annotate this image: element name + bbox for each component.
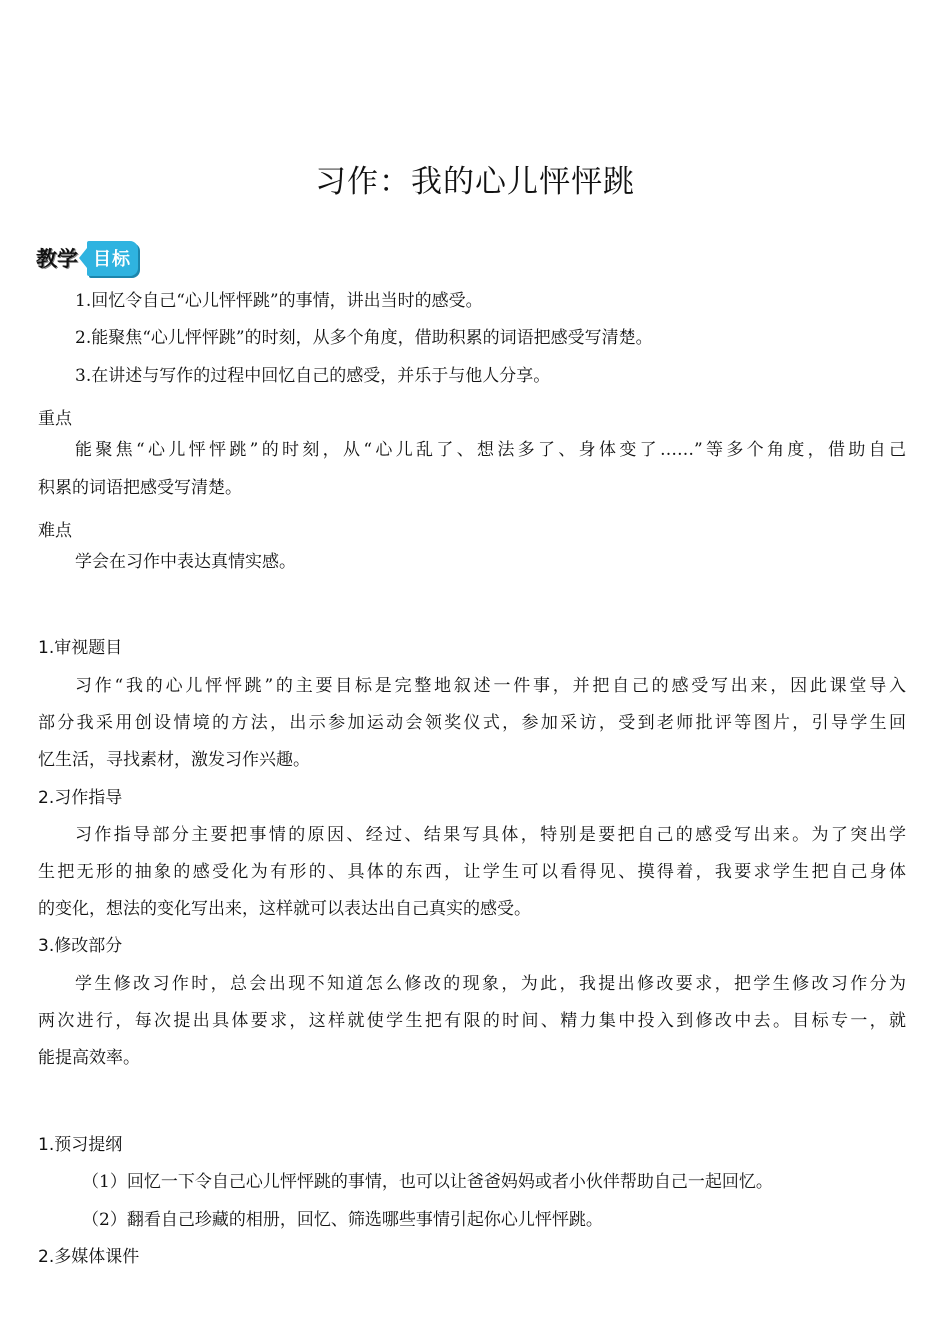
objective-item: 1.回忆令自己“心儿怦怦跳”的事情，讲出当时的感受。	[75, 291, 483, 311]
badge-label-objectives: 目标	[87, 241, 138, 276]
design-heading-review-topic: 1.审视题目	[38, 638, 123, 658]
prep-list-item: （2）翻看自己珍藏的相册，回忆、筛选哪些事情引起你心儿怦怦跳。	[82, 1210, 603, 1230]
teaching-objectives-badge	[36, 240, 138, 276]
badge-arrow-icon	[79, 248, 87, 268]
design-paragraph-line: 学生修改习作时，总会出现不知道怎么修改的现象，为此，我提出修改要求，把学生修改习作分为	[75, 974, 906, 994]
difficulty-text: 学会在习作中表达真情实感。	[75, 552, 296, 572]
design-paragraph-line: 两次进行，每次提出具体要求，这样就使学生把有限的时间、精力集中投入到修改中去。目标专一，就	[38, 1011, 906, 1031]
page-title: 习作：我的心儿怦怦跳	[315, 164, 635, 200]
design-paragraph-line: 部分我采用创设情境的方法，出示参加运动会领奖仪式，参加采访，受到老师批评等图片，引导学生回	[38, 713, 906, 733]
prep-heading-multimedia: 2.多媒体课件	[38, 1247, 140, 1267]
design-heading-revision: 3.修改部分	[38, 936, 123, 956]
design-paragraph-line: 能提高效率。	[38, 1048, 140, 1068]
design-heading-writing-guidance: 2.习作指导	[38, 788, 123, 808]
badge-label-teaching: 教学	[36, 247, 78, 271]
objective-item: 3.在讲述与写作的过程中回忆自己的感受，并乐于与他人分享。	[75, 366, 551, 386]
key-point-text: 能聚焦“心儿怦怦跳”的时刻，从“心儿乱了、想法多了、身体变了……”等多个角度，借助自己	[75, 440, 906, 460]
design-paragraph-line: 的变化，想法的变化写出来，这样就可以表达出自己真实的感受。	[38, 899, 531, 919]
prep-heading-preview-outline: 1.预习提纲	[38, 1135, 123, 1155]
key-point-heading: 重点	[38, 409, 72, 429]
design-paragraph-line: 生把无形的抽象的感受化为有形的、具体的东西，让学生可以看得见、摸得着，我要求学生把自己身体	[38, 862, 906, 882]
key-point-text: 积累的词语把感受写清楚。	[38, 478, 242, 498]
prep-list-item: （1）回忆一下令自己心儿怦怦跳的事情，也可以让爸爸妈妈或者小伙伴帮助自己一起回忆。	[82, 1172, 773, 1192]
objective-item: 2.能聚焦“心儿怦怦跳”的时刻，从多个角度，借助积累的词语把感受写清楚。	[75, 328, 653, 348]
design-paragraph-line: 习作指导部分主要把事情的原因、经过、结果写具体，特别是要把自己的感受写出来。为了突出学	[75, 825, 906, 845]
design-paragraph-line: 习作“我的心儿怦怦跳”的主要目标是完整地叙述一件事，并把自己的感受写出来，因此课堂导入	[75, 676, 906, 696]
design-paragraph-line: 忆生活，寻找素材，激发习作兴趣。	[38, 750, 310, 770]
difficulty-heading: 难点	[38, 521, 72, 541]
